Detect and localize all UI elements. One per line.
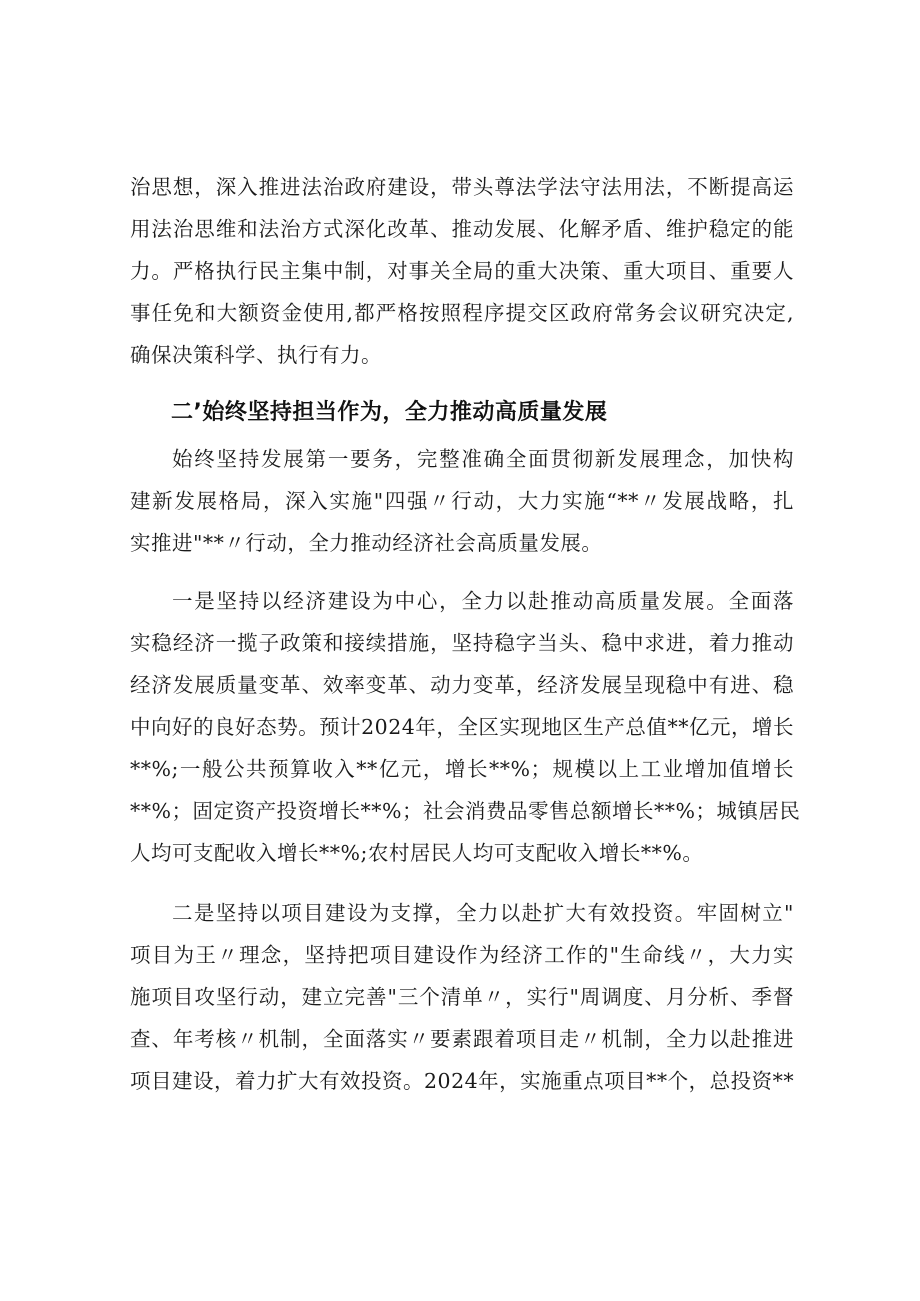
text-line: 确保决策科学、执行有力。 <box>130 343 382 367</box>
text-line: 一是坚持以经济建设为中心，全力以赴推动高质量发展。全面落 <box>172 589 794 613</box>
text-line: 治思想，深入推进法治政府建设，带头尊法学法守法用法，不断提高运 <box>130 175 794 199</box>
paragraph-continuation <box>130 166 794 376</box>
text-line: 实稳经济一揽子政策和接续措施，坚持稳字当头、稳中求进，着力推动 <box>130 631 794 655</box>
text-line: 用法治思维和法治方式深化改革、推动发展、化解矛盾、维护稳定的能 <box>130 217 794 241</box>
text-line: **%；固定资产投资增长**%；社会消费品零售总额增长**%；城镇居民 <box>130 799 801 823</box>
text-line: **%;一般公共预算收入**亿元，增长**%；规模以上工业增加值增长 <box>130 757 794 781</box>
section-heading: 二’始终坚持担当作为，全力推动高质量发展 <box>171 400 608 425</box>
text-line: 中向好的良好态势。预计2024年，全区实现地区生产总值**亿元，增长 <box>130 715 794 739</box>
text-line: 人均可支配收入增长**%;农村居民人均可支配收入增长**%。 <box>130 841 704 865</box>
text-line: 二是坚持以项目建设为支撑，全力以赴扩大有效投资。牢固树立" <box>172 901 794 925</box>
paragraph-projects <box>130 892 794 1102</box>
text-line: 项目为王〃理念，坚持把项目建设作为经济工作的"生命线〃，大力实 <box>130 943 794 967</box>
text-line: 查、年考核〃机制，全面落实〃要素跟着项目走〃机制，全力以赴推进 <box>130 1027 794 1051</box>
paragraph-intro <box>130 438 794 564</box>
text-line: 项目建设，着力扩大有效投资。2024年，实施重点项目**个，总投资** <box>130 1069 795 1093</box>
text-line: 经济发展质量变革、效率变革、动力变革，经济发展呈现稳中有进、稳 <box>130 673 794 697</box>
text-line: 建新发展格局，深入实施"四强〃行动，大力实施“**〃发展战略，扎 <box>130 489 794 513</box>
paragraph-economy <box>130 580 801 874</box>
text-line: 事任免和大额资金使用,都严格按照程序提交区政府常务会议研究决定, <box>130 301 794 325</box>
text-line: 实推进"**〃行动，全力推动经济社会高质量发展。 <box>130 531 603 555</box>
text-line: 始终坚持发展第一要务，完整准确全面贯彻新发展理念，加快构 <box>172 447 794 471</box>
text-line: 施项目攻坚行动，建立完善"三个清单〃，实行"周调度、月分析、季督 <box>130 985 794 1009</box>
text-line: 力。严格执行民主集中制，对事关全局的重大决策、重大项目、重要人 <box>130 259 794 283</box>
